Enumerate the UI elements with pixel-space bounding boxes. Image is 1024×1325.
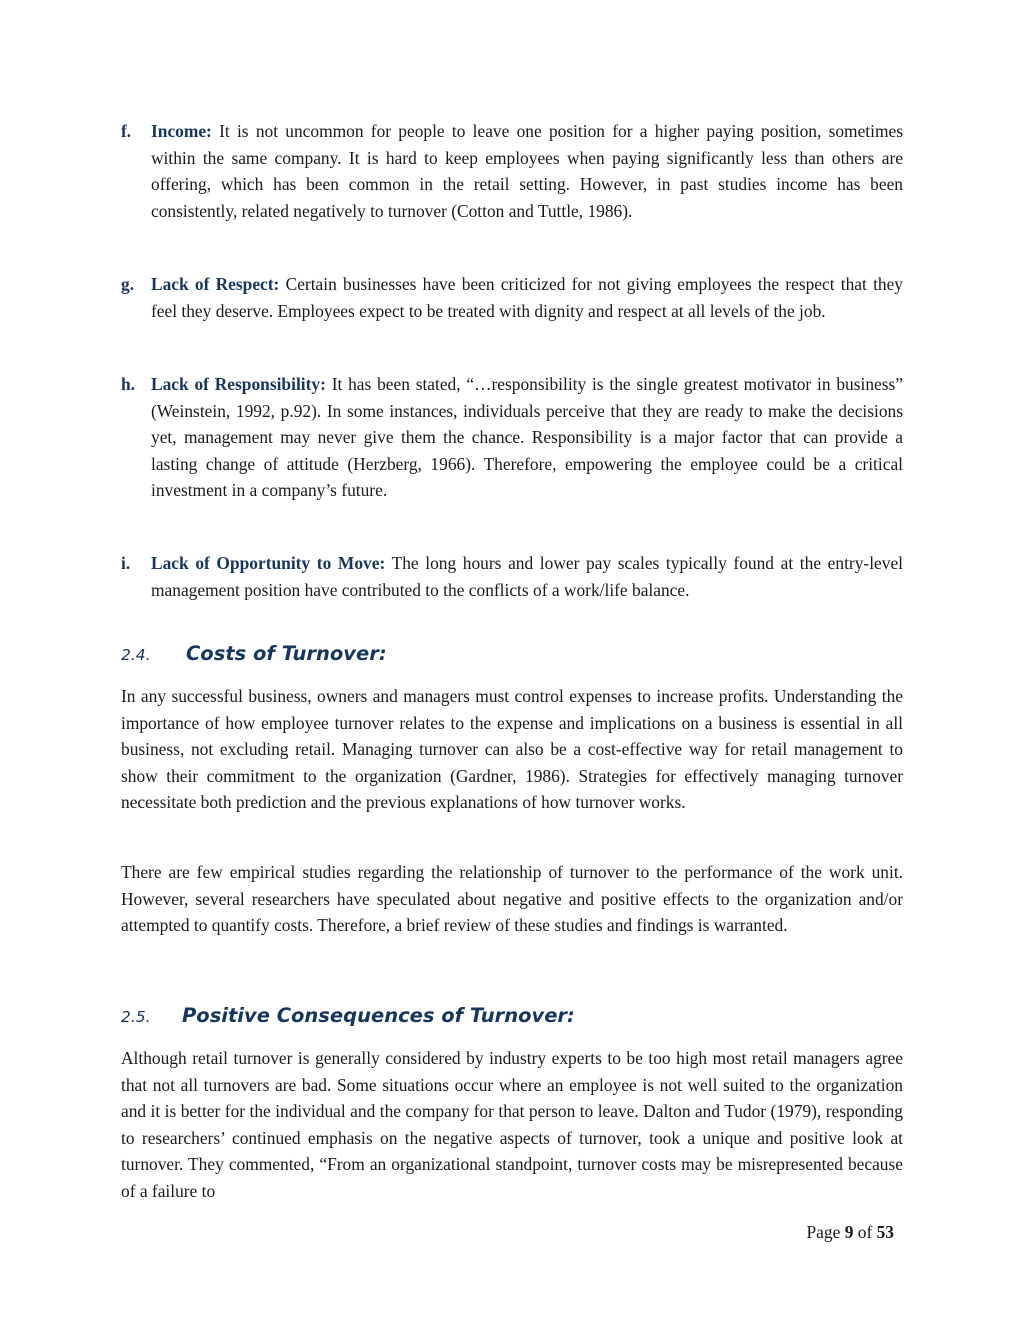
list-item-body bbox=[151, 271, 903, 324]
list-item-lack-of-opportunity bbox=[121, 550, 903, 603]
list-item-title: Lack of Responsibility: bbox=[151, 374, 326, 394]
section-title: Positive Consequences of Turnover: bbox=[182, 1004, 575, 1027]
list-item-body bbox=[151, 550, 903, 603]
list-item-text: The long hours and lower pay scales typically found at the entry-level management position have contributed to the conflicts of a work/life balance. bbox=[151, 553, 903, 600]
list-item-income bbox=[121, 118, 903, 224]
section-heading-positive-consequences bbox=[121, 1004, 903, 1027]
section-paragraph: In any successful business, owners and managers must control expenses to increase profits. Understanding the importance of how employee turnover relates to the expense and implications on a business is essential in all business, not excluding retail. Managing turnover can also be a cost-effective way for retail management to show their commitment to the organization (Gardner, 1986). Strategies for effectively managing turnover necessitate both prediction and the previous explanations of how turnover works. bbox=[121, 686, 903, 812]
list-item-text: Certain businesses have been criticized for not giving employees the respect that they feel they deserve. Employees expect to be treated with dignity and respect at all levels of the job. bbox=[151, 274, 904, 321]
total-pages-number: 53 bbox=[876, 1222, 894, 1242]
section-number: 2.4. bbox=[121, 646, 151, 664]
current-page-number: 9 bbox=[844, 1222, 854, 1242]
page-number-footer bbox=[807, 1222, 894, 1243]
section-paragraph: Although retail turnover is generally considered by industry experts to be too high most retail managers agree that not all turnovers are bad. Some situations occur where an employee is not well suited to the organization and it is better for the individual and the company for that person to leave. Dalton and Tudor (1979), responding to researchers’ continued emphasis on the negative aspects of turnover, took a unique and positive look at turnover. They commented, “From an organizational standpoint, turnover costs may be misrepresented because of a failure to bbox=[121, 1048, 903, 1201]
list-item-body bbox=[151, 118, 903, 224]
section-heading-costs-of-turnover bbox=[121, 642, 903, 665]
list-marker: f. bbox=[121, 121, 132, 141]
list-item-lack-of-responsibility bbox=[121, 371, 903, 504]
list-item-text: It is not uncommon for people to leave one position for a higher paying position, sometimes within the same company. It is hard to keep employees when paying significantly less than others are offering, which has been common in the retail setting. However, in past studies income has been consistently, related negatively to turnover (Cotton and Tuttle, 1986). bbox=[151, 121, 903, 221]
of-label: of bbox=[857, 1222, 873, 1242]
list-item-title: Lack of Respect: bbox=[151, 274, 280, 294]
list-item-title: Income: bbox=[151, 121, 212, 141]
list-item-text: It has been stated, “…responsibility is the single greatest motivator in business” (Weinstein, 1992, p.92). In some instances, individuals perceive that they are ready to make the decisions yet, management may never give them the chance. Responsibility is a major factor that can provide a lasting change of attitude (Herzberg, 1966). Therefore, empowering the employee could be a critical investment in a company’s future. bbox=[151, 374, 903, 500]
section-paragraph: There are few empirical studies regarding the relationship of turnover to the performance of the work unit. However, several researchers have speculated about negative and positive effects to the organization and/or attempted to quantify costs. Therefore, a brief review of these studies and findings is warranted. bbox=[121, 862, 903, 935]
list-item-lack-of-respect bbox=[121, 271, 903, 324]
list-marker: g. bbox=[121, 274, 135, 294]
list-item-title: Lack of Opportunity to Move: bbox=[151, 553, 386, 573]
list-marker: i. bbox=[121, 553, 131, 573]
page-label: Page bbox=[806, 1222, 841, 1242]
section-number: 2.5. bbox=[121, 1008, 151, 1026]
section-title: Costs of Turnover: bbox=[186, 642, 387, 665]
list-item-body bbox=[151, 371, 903, 504]
list-marker: h. bbox=[121, 374, 136, 394]
